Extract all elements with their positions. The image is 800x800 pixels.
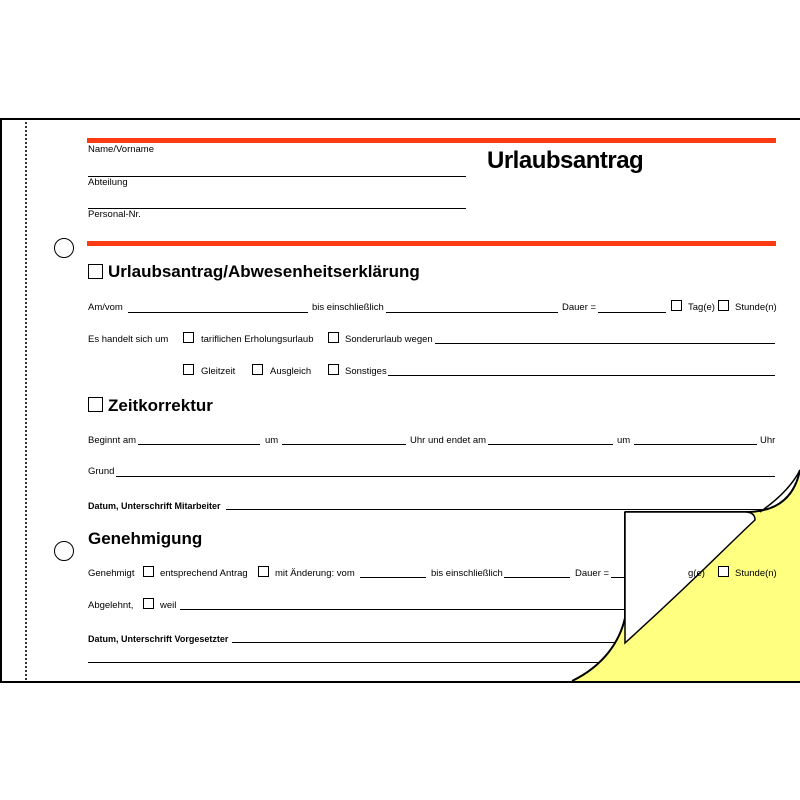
vacation-label: tariflichen Erholungsurlaub	[201, 334, 314, 345]
approval-until-label: bis einschließlich	[431, 568, 503, 579]
flextime-label: Gleitzeit	[201, 366, 236, 377]
from-label: Am/vom	[88, 302, 123, 313]
time-correction-heading: Zeitkorrektur	[108, 396, 213, 415]
approved-label: Genehmigt	[88, 568, 135, 579]
rejected-label: Abgelehnt,	[88, 600, 134, 611]
other-label: Sonstiges	[345, 366, 387, 377]
begin-label: Beginnt am	[88, 435, 137, 446]
approval-duration-label: Dauer =	[575, 568, 610, 579]
clock-label: Uhr	[760, 435, 776, 446]
supervisor-signature-label: Datum, Unterschrift Vorgesetzter	[88, 634, 229, 644]
leave-section-heading: Urlaubsantrag/Abwesenheitserklärung	[108, 262, 420, 281]
special-leave-label: Sonderurlaub wegen	[345, 334, 433, 345]
as-requested-label: entsprechend Antrag	[160, 568, 248, 579]
until-label: bis einschließlich	[312, 302, 384, 313]
at2-label: um	[617, 435, 631, 446]
department-label: Abteilung	[88, 177, 128, 188]
form-title: Urlaubsantrag	[487, 147, 644, 174]
with-change-label: mit Änderung: vom	[275, 568, 355, 579]
copy-days-partial: g(e)	[688, 568, 705, 579]
reason-label: Grund	[88, 466, 115, 477]
approval-hours-label: Stunde(n)	[735, 568, 777, 579]
leave-type-label: Es handelt sich um	[88, 334, 169, 345]
because-label: weil	[160, 600, 177, 611]
approval-hours-checkbox[interactable]	[718, 566, 729, 577]
compensation-label: Ausgleich	[270, 366, 312, 377]
approval-heading: Genehmigung	[88, 529, 203, 548]
days-label: Tag(e)	[688, 302, 715, 313]
employee-signature-label: Datum, Unterschrift Mitarbeiter	[88, 501, 221, 511]
duration-label: Dauer =	[562, 302, 597, 313]
end-label: Uhr und endet am	[410, 435, 487, 446]
hours-label: Stunde(n)	[735, 302, 777, 313]
at-label: um	[265, 435, 279, 446]
personnel-number-label: Personal-Nr.	[88, 209, 141, 220]
name-label: Name/Vorname	[88, 144, 155, 155]
